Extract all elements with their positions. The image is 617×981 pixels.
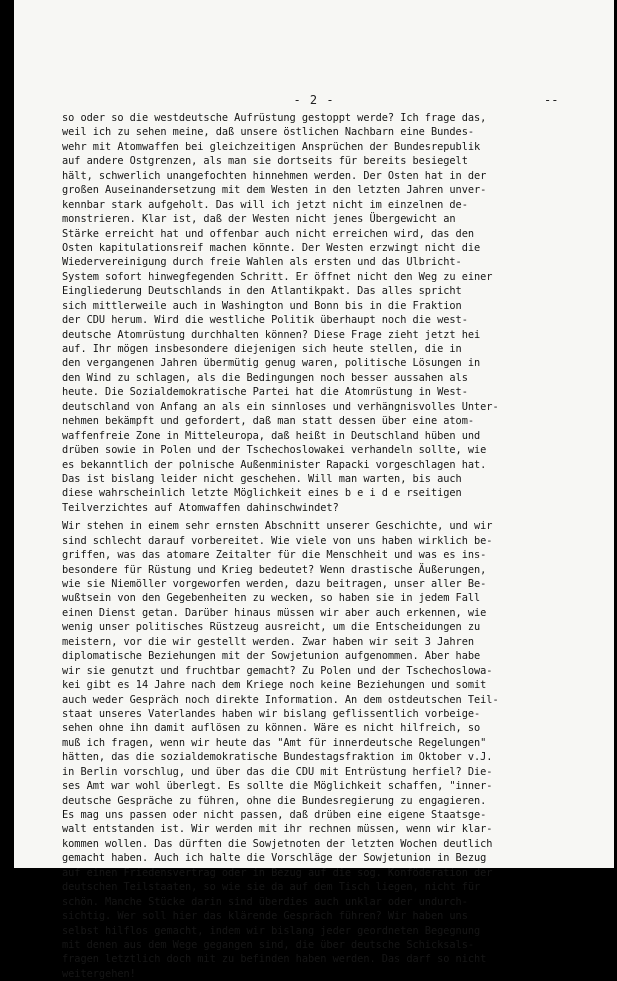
text-line: hält, schwerlich unangefochten hinnehmen werden. Der Osten hat in der bbox=[62, 169, 487, 182]
document-page bbox=[14, 0, 614, 980]
text-line: deutschland von Anfang an als ein sinnloses und verhängnisvolles Unter- bbox=[62, 400, 499, 413]
text-line: Osten kapitulationsreif machen könnte. Der Westen erzwingt nicht die bbox=[62, 241, 481, 254]
text-line: diese wahrscheinlich letzte Möglichkeit eines b e i d e rseitigen bbox=[62, 487, 462, 500]
text-line: wußtsein von den Gegebenheiten zu wecken, so haben sie in jedem Fall bbox=[62, 592, 481, 605]
text-line: heute. Die Sozialdemokratische Partei hat die Atomrüstung in West- bbox=[62, 386, 468, 399]
page-number: - 2 - bbox=[293, 93, 335, 107]
text-line: Wir stehen in einem sehr ernsten Abschnitt unserer Geschichte, und wir bbox=[62, 520, 493, 533]
paragraph bbox=[62, 111, 607, 515]
text-line: den Wind zu schlagen, als die Bedingungen noch besser aussahen als bbox=[62, 371, 468, 384]
text-line: Wiedervereinigung durch freie Wahlen als ersten und das Ulbricht- bbox=[62, 256, 462, 269]
text-line: waffenfreie Zone in Mitteleuropa, daß heißt in Deutschland hüben und bbox=[62, 429, 481, 442]
text-line: Das ist bislang leider nicht geschehen. Will man warten, bis auch bbox=[62, 472, 462, 485]
text-line: walt entstanden ist. Wir werden mit ihr rechnen müssen, wenn wir klar- bbox=[62, 823, 493, 836]
text-line: deutsche Gespräche zu führen, ohne die Bundesregierung zu engagieren. bbox=[62, 794, 487, 807]
text-line: nehmen bekämpft und gefordert, daß man statt dessen über eine atom- bbox=[62, 415, 475, 428]
text-line: wehr mit Atomwaffen bei gleichzeitigen Ansprüchen der Bundesrepublik bbox=[62, 140, 481, 153]
text-line: sind schlecht darauf vorbereitet. Wie viele von uns haben wirklich be- bbox=[62, 534, 493, 547]
text-line: Teilverzichtes auf Atomwaffen dahinschwindet? bbox=[62, 501, 339, 514]
text-line: ses Amt war wohl überlegt. Es sollte die Möglichkeit schaffen, "inner- bbox=[62, 780, 493, 793]
text-line: auf einen Friedensvertrag oder in Bezug auf die sog. Konföderation der bbox=[62, 866, 493, 879]
text-line: auf andere Ostgrenzen, als man sie dortseits für bereits besiegelt bbox=[62, 155, 468, 168]
text-line: einen Dienst getan. Darüber hinaus müssen wir aber auch erkennen, wie bbox=[62, 606, 487, 619]
text-line: besondere für Rüstung und Krieg bedeutet? Wenn drastische Äußerungen, bbox=[62, 563, 487, 576]
text-line: wir sie genutzt und fruchtbar gemacht? Zu Polen und der Tschechoslowa- bbox=[62, 664, 493, 677]
text-line: wenig unser politisches Rüstzeug ausreicht, um die Entscheidungen zu bbox=[62, 621, 481, 634]
text-line: kennbar stark aufgeholt. Das will ich jetzt nicht im einzelnen de- bbox=[62, 198, 468, 211]
text-line: muß ich fragen, wenn wir heute das "Amt für innerdeutsche Regelungen" bbox=[62, 736, 487, 749]
text-line: sehen ohne ihn damit auflösen zu können. Wäre es nicht hilfreich, so bbox=[62, 722, 481, 735]
text-line: auf. Ihr mögen insbesondere diejenigen sich heute stellen, die in bbox=[62, 343, 462, 355]
text-line: in Berlin vorschlug, und über das die CDU mit Entrüstung herfiel? Die- bbox=[62, 765, 493, 778]
document-body bbox=[62, 111, 607, 981]
text-line: diplomatische Beziehungen mit der Sowjetunion aufgenommen. Aber habe bbox=[62, 650, 481, 663]
text-line: so oder so die westdeutsche Aufrüstung gestoppt werde? Ich frage das, bbox=[62, 112, 487, 124]
text-line: drüben sowie in Polen und der Tschechoslowakei verhandeln sollte, wie bbox=[62, 444, 487, 457]
text-line: selbst hilflos gemacht, indem wir bislang jeder geordneten Begegnung bbox=[62, 924, 481, 937]
text-line: Stärke erreicht hat und offenbar auch nicht erreichen wird, das den bbox=[62, 227, 475, 240]
text-line: den vergangenen Jahren übermütig genug waren, politische Lösungen in bbox=[62, 357, 481, 370]
text-line: meistern, vor die wir gestellt werden. Zwar haben wir seit 3 Jahren bbox=[62, 635, 475, 648]
text-line: deutsche Atomrüstung durchhalten können? Diese Frage zieht jetzt hei bbox=[62, 328, 481, 341]
text-line: monstrieren. Klar ist, daß der Westen nicht jenes Übergewicht an bbox=[62, 213, 456, 226]
text-line: sich mittlerweile auch in Washington und Bonn bis in die Fraktion bbox=[62, 299, 462, 312]
text-line: weitergehen! bbox=[62, 967, 136, 980]
text-line: schön. Manche Stücke darin sind überdies auch unklar oder undurch- bbox=[62, 895, 468, 908]
text-line: wie sie Niemöller vorgeworfen werden, dazu beitragen, unser aller Be- bbox=[62, 578, 487, 590]
corner-mark: -- bbox=[544, 93, 559, 107]
text-line: der CDU herum. Wird die westliche Politik überhaupt noch die west- bbox=[62, 314, 468, 327]
text-line: staat unseres Vaterlandes haben wir bislang geflissentlich vorbeige- bbox=[62, 707, 481, 720]
text-line: Es mag uns passen oder nicht passen, daß drüben eine eigene Staatsge- bbox=[62, 809, 487, 821]
paragraph bbox=[62, 519, 607, 981]
text-line: sichtig. Wer soll hier das klärende Gespräch führen? Wir haben uns bbox=[62, 910, 468, 923]
text-line: weil ich zu sehen meine, daß unsere östlichen Nachbarn eine Bundes- bbox=[62, 126, 475, 139]
text-line: hätten, das die sozialdemokratische Bundestagsfraktion im Oktober v.J. bbox=[62, 751, 493, 764]
text-line: mit denen aus dem Wege gegangen sind, die über deutsche Schicksals- bbox=[62, 938, 475, 951]
text-line: gemacht haben. Auch ich halte die Vorschläge der Sowjetunion in Bezug bbox=[62, 852, 487, 865]
text-line: System sofort hinwegfegenden Schritt. Er öffnet nicht den Weg zu einer bbox=[62, 270, 493, 283]
text-line: auch weder Gespräch noch direkte Information. An dem ostdeutschen Teil- bbox=[62, 693, 499, 706]
text-line: großen Auseinandersetzung mit dem Westen in den letzten Jahren unver- bbox=[62, 184, 487, 197]
text-line: Eingliederung Deutschlands in den Atlantikpakt. Das alles spricht bbox=[62, 285, 462, 298]
text-line: es bekanntlich der polnische Außenminister Rapacki vorgeschlagen hat. bbox=[62, 458, 487, 471]
text-line: kei gibt es 14 Jahre nach dem Kriege noch keine Beziehungen und somit bbox=[62, 679, 487, 692]
text-line: griffen, was das atomare Zeitalter für die Menschheit und was es ins- bbox=[62, 549, 487, 562]
text-line: kommen wollen. Das dürften die Sowjetnoten der letzten Wochen deutlich bbox=[62, 837, 493, 850]
text-line: deutschen Teilstaaten, so wie sie da auf dem Tisch liegen, nicht für bbox=[62, 881, 481, 894]
text-line: fragen letztlich doch mit zu befinden haben werden. Das darf so nicht bbox=[62, 953, 487, 966]
